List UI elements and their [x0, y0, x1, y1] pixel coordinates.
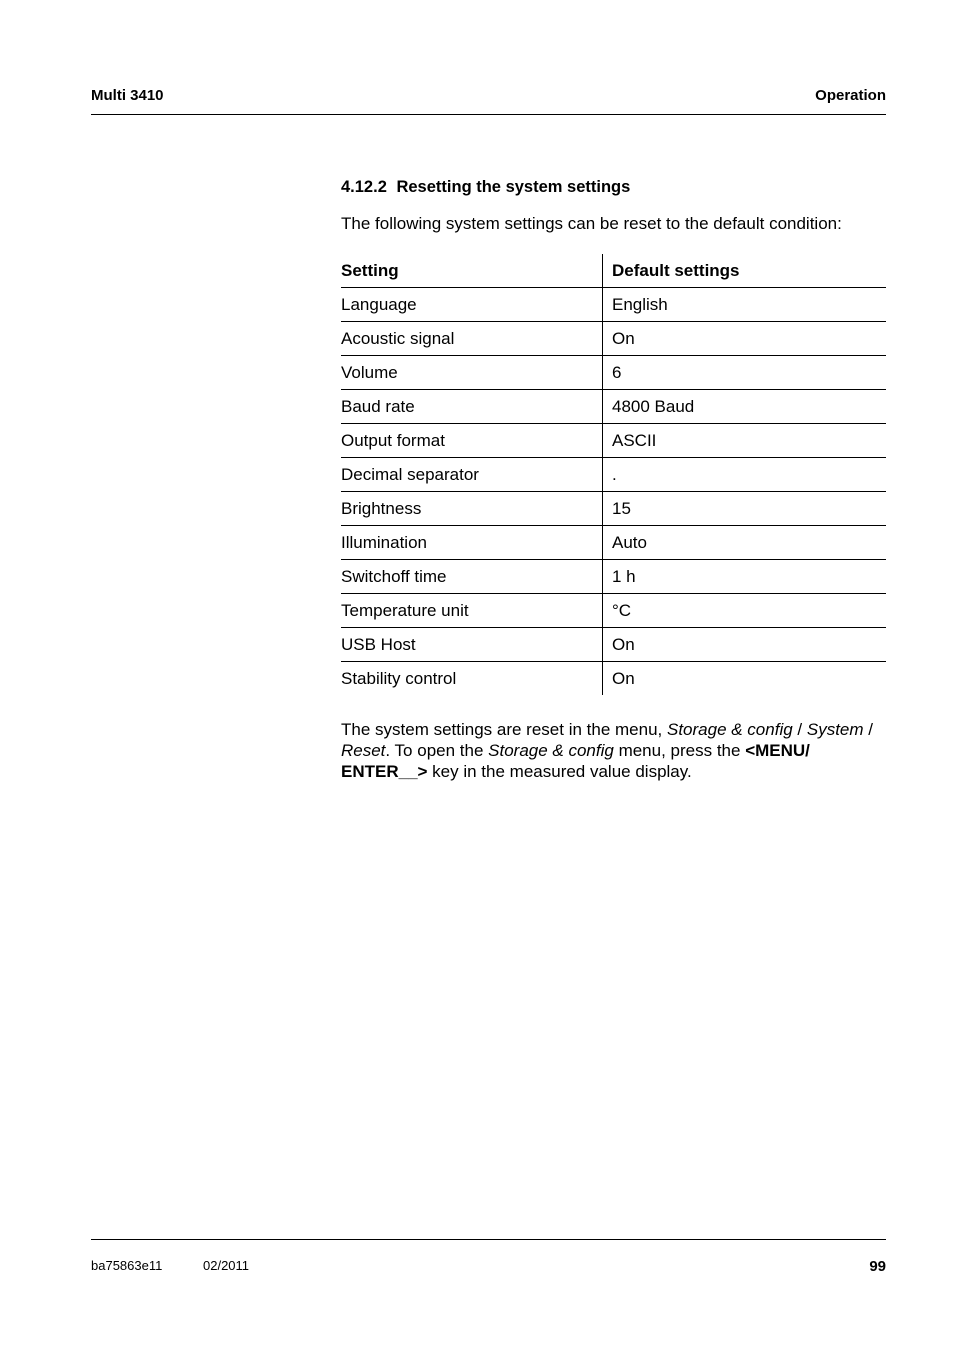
setting-cell: Acoustic signal [341, 322, 603, 356]
default-cell: 15 [603, 492, 887, 526]
column-header-setting: Setting [341, 254, 603, 288]
page-header [91, 86, 886, 115]
default-cell: . [603, 458, 887, 492]
table-row [341, 526, 886, 560]
default-cell: On [612, 668, 635, 688]
table-header-row [341, 254, 886, 288]
default-cell: English [603, 288, 887, 322]
table-row [341, 322, 886, 356]
setting-cell: Illumination [341, 526, 603, 560]
default-cell: 1 h [603, 560, 887, 594]
default-cell: 6 [603, 356, 887, 390]
setting-cell: Switchoff time [341, 560, 603, 594]
key-name-menu-enter: <MENU/ ENTER__> [341, 741, 810, 781]
setting-cell: Output format [341, 424, 603, 458]
table-row [341, 356, 886, 390]
setting-cell: Language [341, 288, 603, 322]
default-cell: On [603, 628, 887, 662]
instruction-text: menu, press the [613, 741, 746, 760]
main-content [341, 177, 886, 799]
setting-cell: USB Host [341, 628, 603, 662]
menu-name-system: System [806, 720, 864, 739]
settings-table [341, 254, 886, 695]
table-row [341, 458, 886, 492]
table-row [341, 560, 886, 594]
page-footer [91, 1239, 886, 1275]
header-product: Multi 3410 [91, 87, 164, 104]
table-row [341, 288, 886, 322]
menu-name-reset: Reset [341, 741, 386, 760]
table-row [341, 628, 886, 662]
section-title [341, 177, 886, 197]
menu-separator: / [863, 720, 873, 739]
reset-instructions [341, 719, 886, 782]
footer-doc-id: ba75863e11 [91, 1258, 163, 1273]
page-number: 99 [869, 1258, 886, 1275]
default-cell: ASCII [603, 424, 887, 458]
menu-name-storage-config: Storage & config [488, 741, 614, 760]
section-title-text: Resetting the system settings [396, 178, 631, 196]
default-cell: On [603, 322, 887, 356]
table-row [341, 492, 886, 526]
setting-cell: Decimal separator [341, 458, 603, 492]
setting-cell: Volume [341, 356, 603, 390]
column-header-default: Default settings [603, 254, 887, 288]
instruction-text: . To open the [385, 741, 489, 760]
table-row [341, 662, 886, 696]
header-chapter: Operation [815, 87, 886, 104]
menu-name-storage-config: Storage & config [666, 720, 793, 739]
instruction-text: key in the measured value display. [427, 762, 692, 781]
setting-cell: Temperature unit [341, 594, 603, 628]
setting-cell: Stability control [341, 662, 603, 696]
setting-cell: Brightness [341, 492, 603, 526]
default-cell: Auto [603, 526, 887, 560]
instruction-text: The system settings are reset in the menu, [341, 720, 667, 739]
menu-separator: / [792, 720, 807, 739]
intro-text: The following system settings can be reset to the default condition: [341, 214, 842, 233]
footer-date: 02/2011 [203, 1258, 250, 1273]
table-row [341, 594, 886, 628]
default-cell: °C [603, 594, 887, 628]
table-row [341, 424, 886, 458]
default-cell: 4800 Baud [603, 390, 887, 424]
table-row [341, 390, 886, 424]
section-number: 4.12.2 [341, 178, 387, 196]
setting-cell: Baud rate [341, 390, 603, 424]
